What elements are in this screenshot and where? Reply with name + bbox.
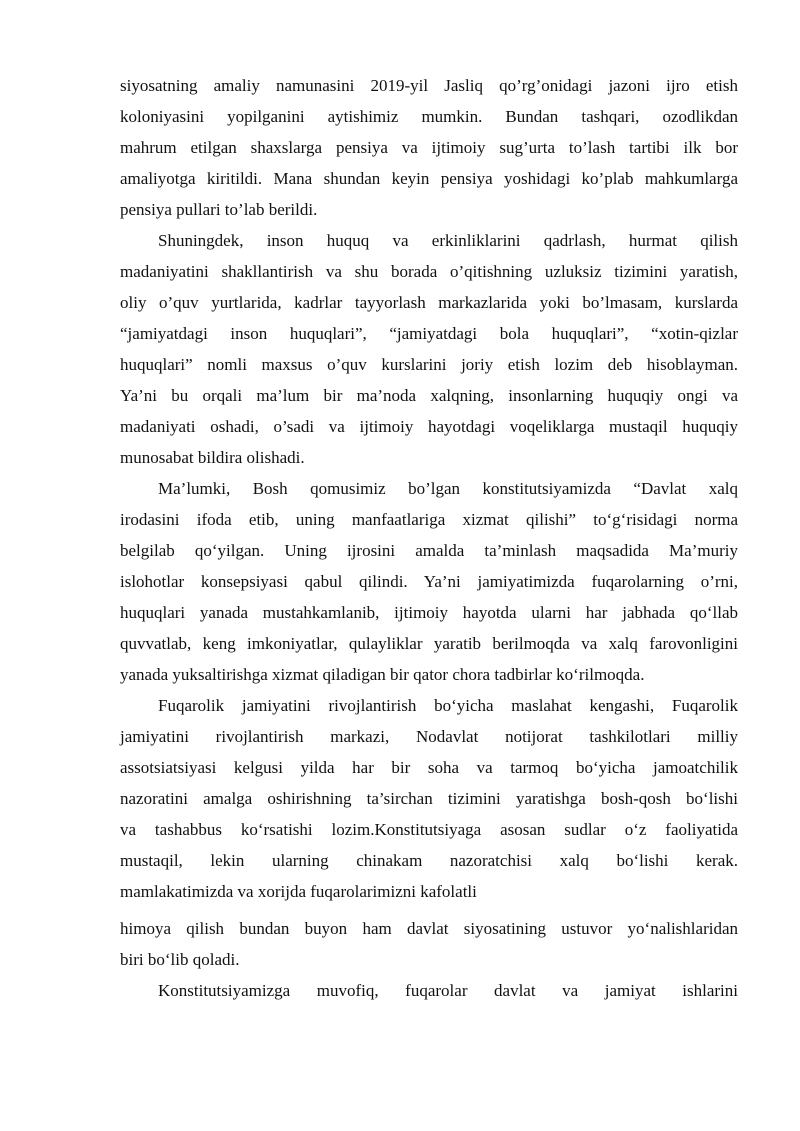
text-line: mustaqil, lekin ularning chinakam nazoratchisi xalq bo‘lishi kerak.: [120, 851, 738, 870]
paragraph-first-line: Konstitutsiyamizga muvofiq, fuqarolar davlat va jamiyat ishlarini: [158, 981, 738, 1000]
text-line: mahrum etilgan shaxslarga pensiya va ijtimoiy sug’urta to’lash tartibi ilk bor: [120, 138, 738, 157]
text-line: assotsiatsiyasi kelgusi yilda har bir soha va tarmoq bo‘yicha jamoatchilik: [120, 758, 738, 777]
text-line: madaniyati oshadi, o’sadi va ijtimoiy hayotdagi voqeliklarga mustaqil huquqiy: [120, 417, 738, 436]
text-line: belgilab qo‘yilgan. Uning ijrosini amalda ta’minlash maqsadida Ma’muriy: [120, 541, 738, 560]
paragraph-first-line: Ma’lumki, Bosh qomusimiz bo’lgan konstitutsiyamizda “Davlat xalq: [158, 479, 738, 498]
text-line: yanada yuksaltirishga xizmat qiladigan bir qator chora tadbirlar ko‘rilmoqda.: [120, 665, 645, 684]
text-line: “jamiyatdagi inson huquqlari”, “jamiyatdagi bola huquqlari”, “xotin-qizlar: [120, 324, 738, 343]
text-line: irodasini ifoda etib, uning manfaatlariga xizmat qilishi” to‘g‘risidagi norma: [120, 510, 738, 529]
paragraph-first-line: Shuningdek, inson huquq va erkinliklarini qadrlash, hurmat qilish: [158, 231, 738, 250]
text-line: madaniyatini shakllantirish va shu borada o’qitishning uzluksiz tizimini yaratish,: [120, 262, 738, 281]
text-line: oliy o’quv yurtlarida, kadrlar tayyorlash markazlarida yoki bo’lmasam, kurslarda: [120, 293, 738, 312]
paragraph-first-line: Fuqarolik jamiyatini rivojlantirish bo‘yicha maslahat kengashi, Fuqarolik: [158, 696, 738, 715]
text-line: amaliyotga kiritildi. Mana shundan keyin pensiya yoshidagi ko’plab mahkumlarga: [120, 169, 738, 188]
text-line: Ya’ni bu orqali ma’lum bir ma’noda xalqning, insonlarning huquqiy ongi va: [120, 386, 738, 405]
text-line: quvvatlab, keng imkoniyatlar, qulayliklar yaratib berilmoqda va xalq farovonligini: [120, 634, 738, 653]
text-line: va tashabbus ko‘rsatishi lozim.Konstitutsiyaga asosan sudlar o‘z faoliyatida: [120, 820, 738, 839]
text-line: islohotlar konsepsiyasi qabul qilindi. Ya’ni jamiyatimizda fuqarolarning o’rni,: [120, 572, 738, 591]
text-line: jamiyatini rivojlantirish markazi, Nodavlat notijorat tashkilotlari milliy: [120, 727, 738, 746]
text-line: pensiya pullari to’lab berildi.: [120, 200, 318, 219]
text-line: koloniyasini yopilganini aytishimiz mumkin. Bundan tashqari, ozodlikdan: [120, 107, 738, 126]
text-line: munosabat bildira olishadi.: [120, 448, 305, 467]
text-line: himoya qilish bundan buyon ham davlat siyosatining ustuvor yo‘nalishlaridan: [120, 919, 738, 938]
text-line: huquqlari” nomli maxsus o’quv kurslarini joriy etish lozim deb hisoblayman.: [120, 355, 738, 374]
text-line: mamlakatimizda va xorijda fuqarolarimizni kafolatli: [120, 882, 477, 901]
text-line: biri bo‘lib qoladi.: [120, 950, 240, 969]
text-line: nazoratini amalga oshirishning ta’sirchan tizimini yaratishga bosh-qosh bo‘lishi: [120, 789, 738, 808]
text-line: huquqlari yanada mustahkamlanib, ijtimoiy hayotda ularni har jabhada qo‘llab: [120, 603, 738, 622]
text-line: siyosatning amaliy namunasini 2019-yil Jasliq qo’rg’onidagi jazoni ijro etish: [120, 76, 738, 95]
